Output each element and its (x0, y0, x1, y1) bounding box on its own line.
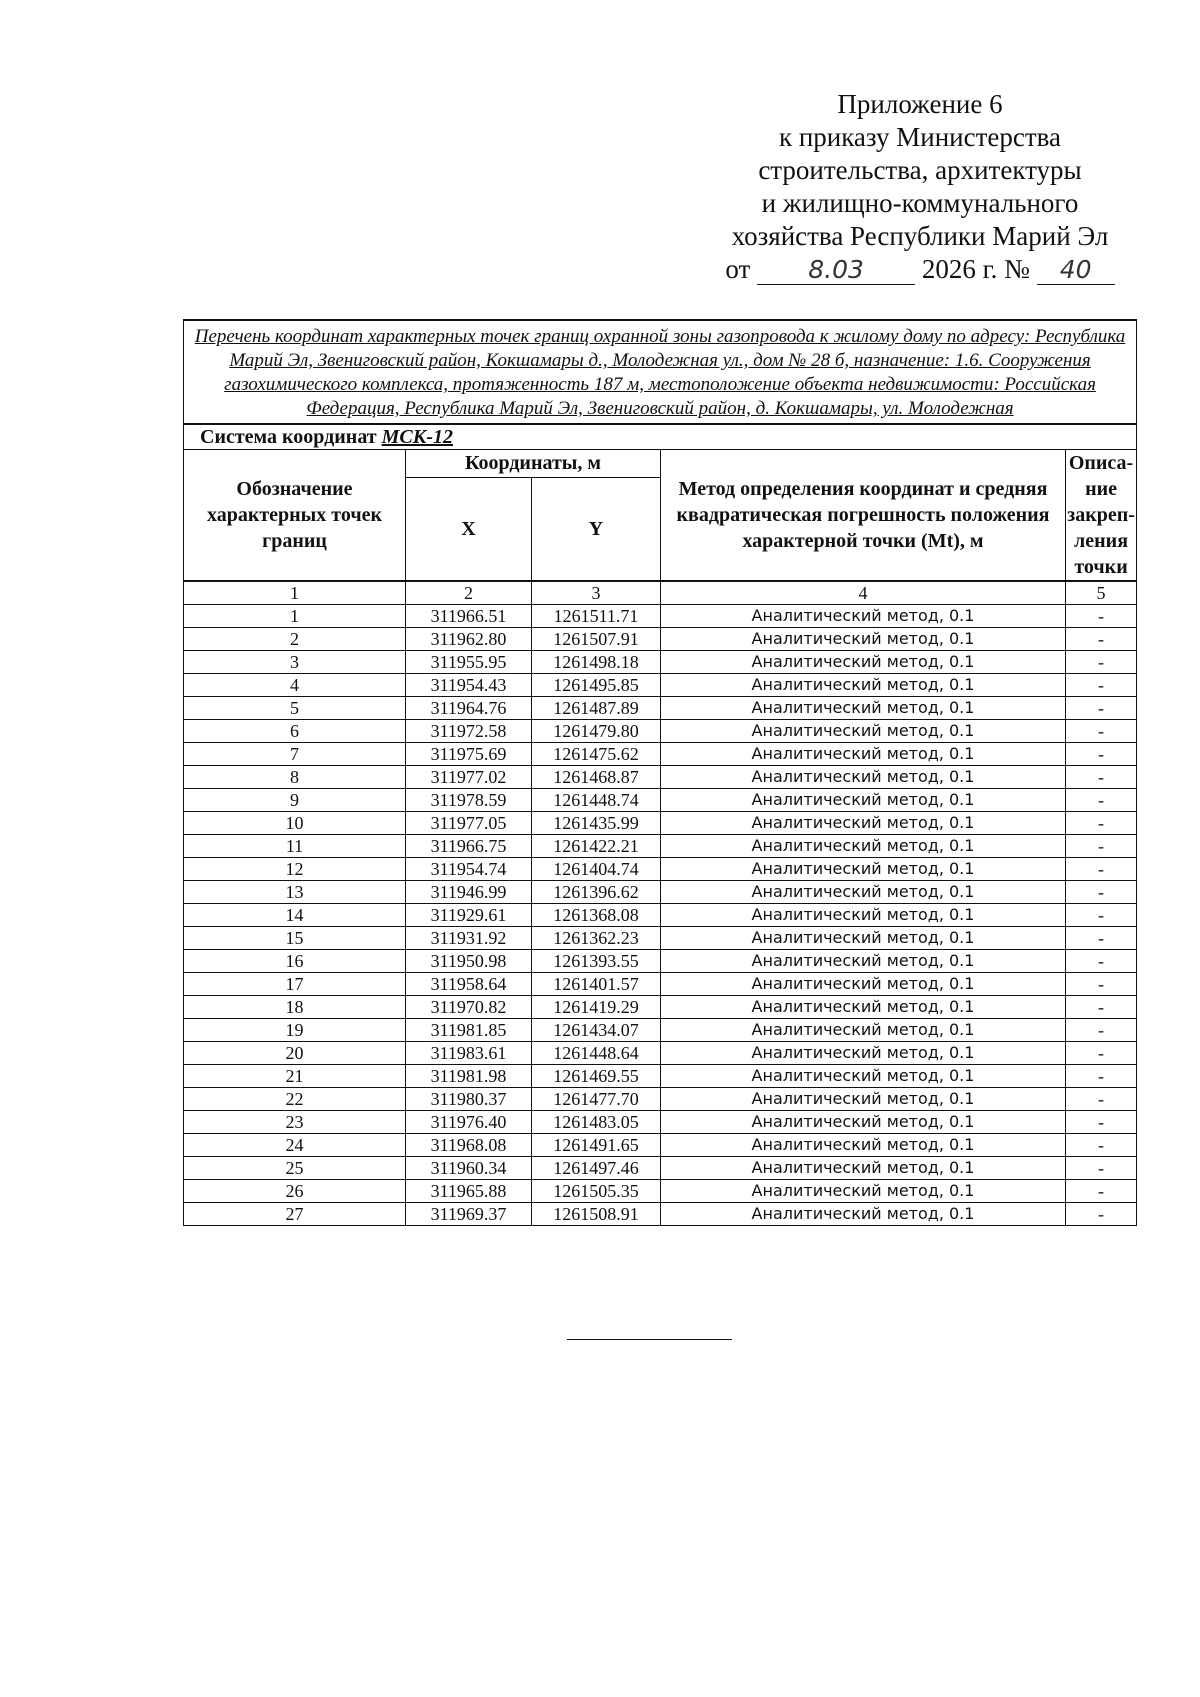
point-number-cell: 9 (184, 789, 406, 812)
table-row (184, 904, 1137, 927)
point-number-cell: 6 (184, 720, 406, 743)
point-number-cell: 16 (184, 950, 406, 973)
appendix-line: хозяйства Республики Марий Эл (731, 221, 1109, 251)
point-number-cell: 21 (184, 1065, 406, 1088)
table-row (184, 1088, 1137, 1111)
description-cell: - (1066, 950, 1137, 973)
y-coordinate-cell: 1261434.07 (532, 1019, 661, 1042)
table-row (184, 1157, 1137, 1180)
method-cell: Аналитический метод, 0.1 (661, 789, 1066, 812)
point-number-cell: 4 (184, 674, 406, 697)
x-coordinate-cell: 311977.05 (406, 812, 532, 835)
coordinate-system-value: МСК-12 (381, 426, 453, 448)
x-coordinate-cell: 311966.75 (406, 835, 532, 858)
coordinate-system-label: Система координат (200, 426, 377, 448)
x-coordinate-cell: 311969.37 (406, 1203, 532, 1226)
method-cell: Аналитический метод, 0.1 (661, 1042, 1066, 1065)
description-cell: - (1066, 1065, 1137, 1088)
method-cell: Аналитический метод, 0.1 (661, 950, 1066, 973)
appendix-line: к приказу Министерства (778, 122, 1062, 152)
point-number-cell: 14 (184, 904, 406, 927)
point-number-cell: 22 (184, 1088, 406, 1111)
method-cell: Аналитический метод, 0.1 (661, 927, 1066, 950)
x-coordinate-cell: 311954.74 (406, 858, 532, 881)
end-divider (567, 1339, 732, 1340)
description-cell: - (1066, 858, 1137, 881)
x-coordinate-cell: 311981.85 (406, 1019, 532, 1042)
y-coordinate-cell: 1261491.65 (532, 1134, 661, 1157)
x-coordinate-cell: 311980.37 (406, 1088, 532, 1111)
table-row (184, 743, 1137, 766)
y-coordinate-cell: 1261393.55 (532, 950, 661, 973)
x-coordinate-cell: 311975.69 (406, 743, 532, 766)
table-row (184, 835, 1137, 858)
point-number-cell: 20 (184, 1042, 406, 1065)
column-numbers-row (184, 581, 1137, 605)
method-cell: Аналитический метод, 0.1 (661, 1088, 1066, 1111)
point-number-cell: 13 (184, 881, 406, 904)
x-coordinate-cell: 311965.88 (406, 1180, 532, 1203)
table-row (184, 1019, 1137, 1042)
point-number-cell: 3 (184, 651, 406, 674)
y-coordinate-cell: 1261487.89 (532, 697, 661, 720)
y-coordinate-cell: 1261401.57 (532, 973, 661, 996)
table-row (184, 766, 1137, 789)
description-cell: - (1066, 628, 1137, 651)
description-cell: - (1066, 1088, 1137, 1111)
x-coordinate-cell: 311958.64 (406, 973, 532, 996)
x-coordinate-cell: 311950.98 (406, 950, 532, 973)
method-cell: Аналитический метод, 0.1 (661, 881, 1066, 904)
appendix-line: и жилищно-коммунального (761, 188, 1079, 218)
method-cell: Аналитический метод, 0.1 (661, 973, 1066, 996)
description-cell: - (1066, 674, 1137, 697)
column-number: 1 (184, 581, 406, 605)
method-cell: Аналитический метод, 0.1 (661, 720, 1066, 743)
method-cell: Аналитический метод, 0.1 (661, 835, 1066, 858)
y-coordinate-cell: 1261497.46 (532, 1157, 661, 1180)
y-coordinate-cell: 1261396.62 (532, 881, 661, 904)
method-cell: Аналитический метод, 0.1 (661, 628, 1066, 651)
header-method: Метод определения координат и средняя квадратическая погрешность положения характерной точки (Mt), м (661, 450, 1066, 582)
x-coordinate-cell: 311983.61 (406, 1042, 532, 1065)
y-coordinate-cell: 1261505.35 (532, 1180, 661, 1203)
column-number: 3 (532, 581, 661, 605)
point-number-cell: 12 (184, 858, 406, 881)
y-coordinate-cell: 1261498.18 (532, 651, 661, 674)
y-coordinate-cell: 1261435.99 (532, 812, 661, 835)
method-cell: Аналитический метод, 0.1 (661, 674, 1066, 697)
description-cell: - (1066, 651, 1137, 674)
y-coordinate-cell: 1261477.70 (532, 1088, 661, 1111)
table-row (184, 605, 1137, 628)
y-coordinate-cell: 1261419.29 (532, 996, 661, 1019)
method-cell: Аналитический метод, 0.1 (661, 1134, 1066, 1157)
point-number-cell: 7 (184, 743, 406, 766)
table-row (184, 1111, 1137, 1134)
method-cell: Аналитический метод, 0.1 (661, 858, 1066, 881)
year-number-label: 2026 г. № (921, 254, 1030, 284)
method-cell: Аналитический метод, 0.1 (661, 651, 1066, 674)
y-coordinate-cell: 1261511.71 (532, 605, 661, 628)
table-row (184, 973, 1137, 996)
description-cell: - (1066, 789, 1137, 812)
y-coordinate-cell: 1261368.08 (532, 904, 661, 927)
x-coordinate-cell: 311966.51 (406, 605, 532, 628)
method-cell: Аналитический метод, 0.1 (661, 1065, 1066, 1088)
point-number-cell: 2 (184, 628, 406, 651)
table-row (184, 720, 1137, 743)
handwritten-date: 8.03 (757, 256, 915, 285)
point-number-cell: 24 (184, 1134, 406, 1157)
table-row (184, 1180, 1137, 1203)
table-row (184, 674, 1137, 697)
description-cell: - (1066, 904, 1137, 927)
description-cell: - (1066, 1203, 1137, 1226)
method-cell: Аналитический метод, 0.1 (661, 904, 1066, 927)
table-row (184, 789, 1137, 812)
description-cell: - (1066, 1019, 1137, 1042)
x-coordinate-cell: 311964.76 (406, 697, 532, 720)
method-cell: Аналитический метод, 0.1 (661, 743, 1066, 766)
header-coordinates: Координаты, м (406, 450, 661, 478)
point-number-cell: 25 (184, 1157, 406, 1180)
point-number-cell: 11 (184, 835, 406, 858)
coordinate-system (184, 424, 1137, 450)
header-y: Y (532, 477, 661, 581)
point-number-cell: 23 (184, 1111, 406, 1134)
description-cell: - (1066, 766, 1137, 789)
x-coordinate-cell: 311977.02 (406, 766, 532, 789)
point-number-cell: 8 (184, 766, 406, 789)
description-cell: - (1066, 835, 1137, 858)
y-coordinate-cell: 1261362.23 (532, 927, 661, 950)
method-cell: Аналитический метод, 0.1 (661, 1019, 1066, 1042)
table-row (184, 1134, 1137, 1157)
method-cell: Аналитический метод, 0.1 (661, 1111, 1066, 1134)
table-row (184, 812, 1137, 835)
point-number-cell: 27 (184, 1203, 406, 1226)
x-coordinate-cell: 311970.82 (406, 996, 532, 1019)
header-description: Описа-ние закреп-ления точки (1066, 450, 1137, 582)
point-number-cell: 5 (184, 697, 406, 720)
appendix-line: Приложение 6 (837, 89, 1003, 119)
column-number: 2 (406, 581, 532, 605)
x-coordinate-cell: 311929.61 (406, 904, 532, 927)
table-row (184, 697, 1137, 720)
description-cell: - (1066, 927, 1137, 950)
point-number-cell: 26 (184, 1180, 406, 1203)
x-coordinate-cell: 311931.92 (406, 927, 532, 950)
y-coordinate-cell: 1261475.62 (532, 743, 661, 766)
column-number: 4 (661, 581, 1066, 605)
description-cell: - (1066, 1134, 1137, 1157)
date-prefix: от (725, 254, 751, 284)
table-row (184, 881, 1137, 904)
method-cell: Аналитический метод, 0.1 (661, 996, 1066, 1019)
method-cell: Аналитический метод, 0.1 (661, 1157, 1066, 1180)
table-row (184, 628, 1137, 651)
column-number: 5 (1066, 581, 1137, 605)
handwritten-order-number: 40 (1037, 256, 1115, 285)
y-coordinate-cell: 1261422.21 (532, 835, 661, 858)
appendix-block (690, 88, 1150, 286)
method-cell: Аналитический метод, 0.1 (661, 1203, 1066, 1226)
x-coordinate-cell: 311981.98 (406, 1065, 532, 1088)
y-coordinate-cell: 1261479.80 (532, 720, 661, 743)
y-coordinate-cell: 1261448.64 (532, 1042, 661, 1065)
description-cell: - (1066, 743, 1137, 766)
x-coordinate-cell: 311978.59 (406, 789, 532, 812)
method-cell: Аналитический метод, 0.1 (661, 605, 1066, 628)
description-cell: - (1066, 1157, 1137, 1180)
point-number-cell: 15 (184, 927, 406, 950)
y-coordinate-cell: 1261508.91 (532, 1203, 661, 1226)
x-coordinate-cell: 311962.80 (406, 628, 532, 651)
x-coordinate-cell: 311954.43 (406, 674, 532, 697)
point-number-cell: 10 (184, 812, 406, 835)
table-row (184, 1203, 1137, 1226)
description-cell: - (1066, 1180, 1137, 1203)
method-cell: Аналитический метод, 0.1 (661, 812, 1066, 835)
table-row (184, 950, 1137, 973)
y-coordinate-cell: 1261507.91 (532, 628, 661, 651)
header-x: X (406, 477, 532, 581)
y-coordinate-cell: 1261404.74 (532, 858, 661, 881)
order-date-line (690, 253, 1150, 286)
description-cell: - (1066, 1042, 1137, 1065)
method-cell: Аналитический метод, 0.1 (661, 766, 1066, 789)
x-coordinate-cell: 311946.99 (406, 881, 532, 904)
x-coordinate-cell: 311960.34 (406, 1157, 532, 1180)
point-number-cell: 19 (184, 1019, 406, 1042)
table-row (184, 858, 1137, 881)
point-number-cell: 1 (184, 605, 406, 628)
appendix-line: строительства, архитектуры (758, 155, 1082, 185)
x-coordinate-cell: 311968.08 (406, 1134, 532, 1157)
table-row (184, 996, 1137, 1019)
y-coordinate-cell: 1261448.74 (532, 789, 661, 812)
point-number-cell: 18 (184, 996, 406, 1019)
description-cell: - (1066, 605, 1137, 628)
table-row (184, 1042, 1137, 1065)
description-cell: - (1066, 1111, 1137, 1134)
x-coordinate-cell: 311976.40 (406, 1111, 532, 1134)
description-cell: - (1066, 812, 1137, 835)
coordinates-table (183, 319, 1137, 1226)
description-cell: - (1066, 973, 1137, 996)
description-cell: - (1066, 881, 1137, 904)
table-caption: Перечень координат характерных точек границ охранной зоны газопровода к жилому дому по адресу: Республика Марий Эл, Звениговский район, Кокшамары д., Молодежная ул., дом № 28 б, назначение: 1.6. Сооружения газохимического комплекса, протяженность 187 м, местоположение объекта недвижимости: Российская Федерация, Республика Марий Эл, Звениговский район, д. Кокшамары, ул. Молодежная (184, 320, 1137, 424)
header-point-designation: Обозначение характерных точек границ (184, 450, 406, 582)
y-coordinate-cell: 1261469.55 (532, 1065, 661, 1088)
y-coordinate-cell: 1261495.85 (532, 674, 661, 697)
table-row (184, 651, 1137, 674)
description-cell: - (1066, 720, 1137, 743)
y-coordinate-cell: 1261483.05 (532, 1111, 661, 1134)
table-row (184, 927, 1137, 950)
table-row (184, 1065, 1137, 1088)
y-coordinate-cell: 1261468.87 (532, 766, 661, 789)
x-coordinate-cell: 311972.58 (406, 720, 532, 743)
description-cell: - (1066, 697, 1137, 720)
method-cell: Аналитический метод, 0.1 (661, 697, 1066, 720)
description-cell: - (1066, 996, 1137, 1019)
point-number-cell: 17 (184, 973, 406, 996)
method-cell: Аналитический метод, 0.1 (661, 1180, 1066, 1203)
x-coordinate-cell: 311955.95 (406, 651, 532, 674)
